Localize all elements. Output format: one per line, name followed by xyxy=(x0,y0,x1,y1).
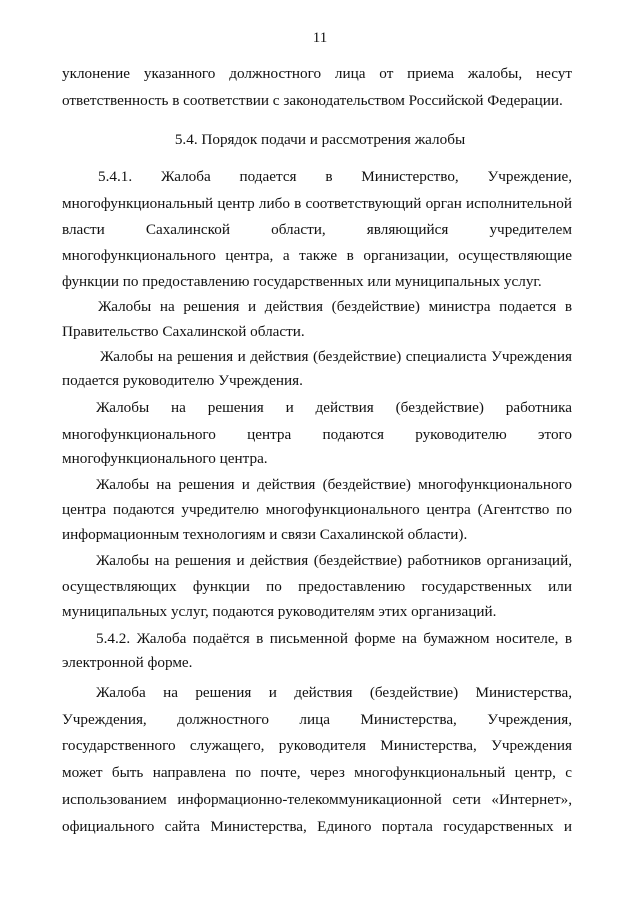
text-line: власти Сахалинской области, являющийся учредителем xyxy=(62,221,572,238)
text-line: информационным технологиям и связи Сахалинской области). xyxy=(62,526,468,543)
text-line: Жалобы на решения и действия (бездействие) специалиста Учреждения xyxy=(100,348,572,365)
text-line: 5.4.2. Жалоба подаётся в письменной форме на бумажном носителе, в xyxy=(96,630,572,647)
text-line: центра подаются учредителю многофункционального центра (Агентство по xyxy=(62,501,572,518)
text-line: официального сайта Министерства, Единого портала государственных и xyxy=(62,818,572,835)
text-line: функции по предоставлению государственных или муниципальных услуг. xyxy=(62,273,542,290)
text-line: подается руководителю Учреждения. xyxy=(62,372,303,389)
text-line: многофункциональный центр либо в соответствующий орган исполнительной xyxy=(62,195,572,212)
text-line: уклонение указанного должностного лица от приема жалобы, несут xyxy=(62,65,572,82)
text-line: осуществляющих функции по предоставлению государственных или xyxy=(62,578,572,595)
text-line: Жалобы на решения и действия (бездействие) работника xyxy=(96,399,572,416)
text-line: муниципальных услуг, подаются руководителям этих организаций. xyxy=(62,603,497,620)
page-number: 11 xyxy=(312,30,328,46)
text-line: электронной форме. xyxy=(62,654,193,671)
text-line: Учреждения, должностного лица Министерства, Учреждения, xyxy=(62,711,572,728)
text-line: Жалобы на решения и действия (бездействие) работников организаций, xyxy=(96,552,572,569)
text-line: многофункционального центра, а также в организации, осуществляющие xyxy=(62,247,572,264)
text-line: многофункционального центра подаются руководителю этого xyxy=(62,426,572,443)
text-line: может быть направлена по почте, через многофункциональный центр, с xyxy=(62,764,572,781)
text-line: 5.4.1. Жалоба подается в Министерство, Учреждение, xyxy=(98,168,572,185)
text-line: Правительство Сахалинской области. xyxy=(62,323,305,340)
text-line: ответственность в соответствии с законодательством Российской Федерации. xyxy=(62,92,563,109)
text-line: государственного служащего, руководителя Министерства, Учреждения xyxy=(62,737,572,754)
text-line: Жалобы на решения и действия (бездействие) министра подается в xyxy=(98,298,572,315)
section-heading: 5.4. Порядок подачи и рассмотрения жалобы xyxy=(174,131,466,148)
text-line: использованием информационно-телекоммуникационной сети «Интернет», xyxy=(62,791,572,808)
text-line: многофункционального центра. xyxy=(62,450,268,467)
text-line: Жалоба на решения и действия (бездействие) Министерства, xyxy=(96,684,572,701)
text-line: Жалобы на решения и действия (бездействие) многофункционального xyxy=(96,476,572,493)
